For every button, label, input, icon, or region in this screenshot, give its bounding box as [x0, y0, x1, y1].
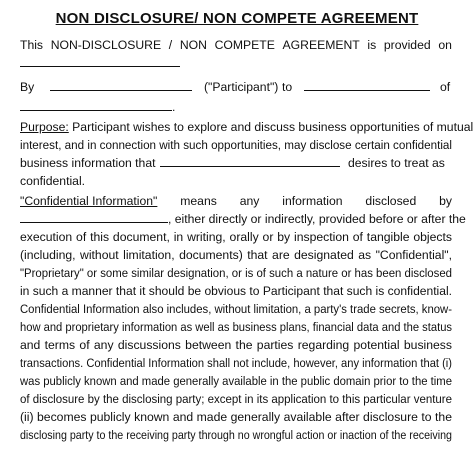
intro-word: AGREEMENT — [282, 38, 360, 52]
definition-text: "Proprietary" or some similar designation, or is of such a nature or has been disclosed — [20, 266, 452, 280]
definition-word: means — [180, 194, 217, 208]
definition-word: by — [439, 194, 452, 208]
purpose-text: desires to treat as — [348, 156, 445, 170]
definition-text: of disclosure by the disclosing party; except in its application to this particular venture — [20, 392, 452, 406]
purpose-text: business information that — [20, 156, 156, 170]
definition-word: any — [239, 194, 260, 208]
date-blank[interactable] — [20, 54, 180, 67]
definition-text: execution of this document, in writing, orally or by inspection of tangible objects — [20, 230, 452, 244]
definition-text: and terms of any discussions between the parties regarding potential business — [20, 338, 452, 352]
definition-text: transactions. Confidential Information shall not include, however, any information that (i) — [20, 356, 452, 370]
definition-text: disclosing party to the receiving party through no wrongful action or inaction of the receiving — [20, 428, 452, 442]
intro-word: provided — [383, 38, 431, 52]
definition-word: information — [282, 194, 343, 208]
by-line — [20, 78, 452, 96]
definition-line-9 — [20, 336, 452, 354]
intro-word: NON-DISCLOSURE — [50, 38, 162, 52]
definition-line-7 — [20, 300, 452, 318]
definition-line-14 — [20, 426, 452, 444]
definition-line-10 — [20, 354, 452, 372]
purpose-text: Participant wishes to explore and discuss business opportunities of mutual — [72, 120, 474, 134]
definition-text: (ii) becomes publicly known and made generally available after disclosure to the — [20, 410, 452, 424]
participant-label: ("Participant") — [204, 80, 279, 94]
definition-text: , either directly or indirectly, provided before or after the — [168, 212, 466, 226]
participant-name-blank[interactable] — [50, 78, 192, 91]
definition-text: in such a manner that it should be obvious to Participant that such is confidential. — [20, 284, 452, 298]
purpose-line-3 — [20, 154, 452, 172]
date-blank-line — [20, 54, 452, 72]
purpose-text: interest, and in connection with such opportunities, may disclose certain confidential — [20, 138, 452, 152]
definition-line-13 — [20, 408, 452, 426]
discloser-blank[interactable] — [20, 210, 168, 223]
purpose-line-4 — [20, 172, 452, 190]
document-title: NON DISCLOSURE/ NON COMPETE AGREEMENT — [55, 10, 419, 27]
definition-text: (including, without limitation, documents) that are designated as "Confidential", — [20, 248, 452, 262]
purpose-label: Purpose: — [20, 120, 69, 134]
intro-word: is — [367, 38, 377, 52]
purpose-line-2 — [20, 136, 452, 154]
definition-text: how and proprietary information as well as business plans, financial data and the status — [20, 320, 452, 334]
company-blank[interactable] — [160, 154, 340, 167]
definition-line-4 — [20, 246, 452, 264]
definition-line-6 — [20, 282, 452, 300]
purpose-text: confidential. — [20, 174, 86, 188]
definition-text: Confidential Information also includes, without limitation, a party's trade secrets, know- — [20, 302, 452, 316]
intro-word: This — [20, 38, 44, 52]
purpose-line-1 — [20, 118, 474, 136]
intro-word: COMPETE — [214, 38, 275, 52]
definition-line-11 — [20, 372, 452, 390]
company-name-blank[interactable] — [304, 78, 430, 91]
intro-word: NON — [179, 38, 207, 52]
of-label: of — [440, 80, 451, 94]
address-blank[interactable] — [20, 98, 172, 111]
by-label: By — [20, 80, 35, 94]
definition-line-2 — [20, 210, 466, 228]
definition-line-1 — [20, 192, 452, 210]
to-label: to — [282, 80, 293, 94]
intro-line — [20, 36, 452, 54]
address-line — [20, 98, 452, 116]
definition-line-5 — [20, 264, 452, 282]
period: . — [172, 100, 176, 114]
definition-word: disclosed — [365, 194, 417, 208]
intro-word: / — [168, 38, 173, 52]
intro-word: on — [438, 38, 452, 52]
definition-text: was publicly known and made generally available in the public domain prior to the time — [20, 374, 452, 388]
definition-line-12 — [20, 390, 452, 408]
definition-line-8 — [20, 318, 452, 336]
definition-line-3 — [20, 228, 452, 246]
definition-term: "Confidential Information" — [20, 194, 158, 208]
